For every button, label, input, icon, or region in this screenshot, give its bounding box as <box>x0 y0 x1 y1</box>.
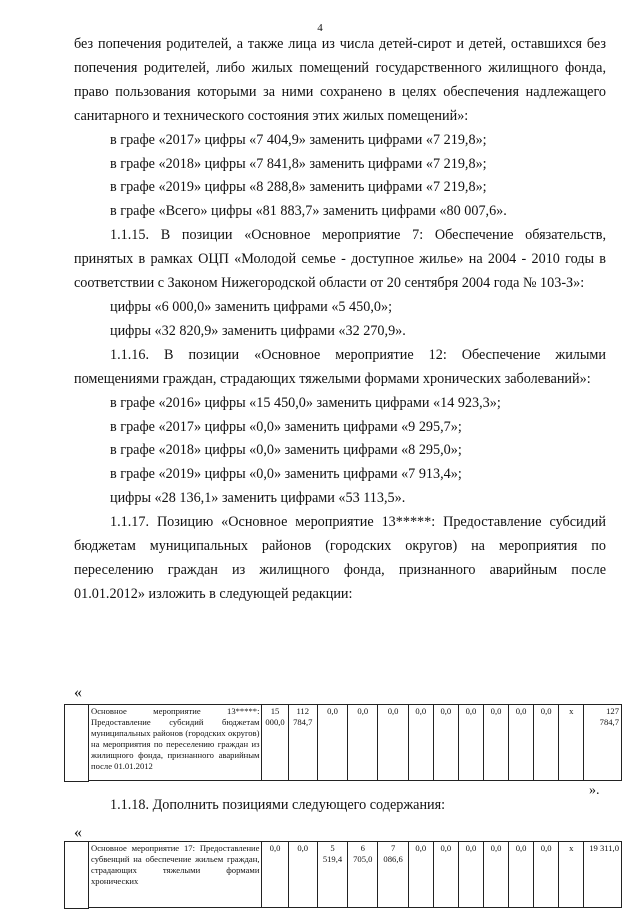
list-item: в графе «2016» цифры «15 450,0» заменить цифрами «14 923,3»; <box>110 394 501 411</box>
paragraph: 1.1.16. В позиции «Основное мероприятие 12: Обеспечение жилыми помещениями граждан, страдающих тяжелыми формами хронических заболеваний»: <box>74 346 606 387</box>
list-item: цифры «32 820,9» заменить цифрами «32 270,9». <box>110 322 406 339</box>
list-item: в графе «Всего» цифры «81 883,7» заменить цифрами «80 007,6». <box>110 203 507 220</box>
table-cell: 0,0 <box>483 842 508 908</box>
list-item: в графе «2017» цифры «7 404,9» заменить цифрами «7 219,8»; <box>110 131 487 148</box>
body-text-continued <box>74 794 606 818</box>
table-main-measure-13 <box>88 704 622 781</box>
list-item: в графе «2018» цифры «7 841,8» заменить цифрами «7 219,8»; <box>110 155 487 172</box>
table-main-measure-17 <box>88 841 622 908</box>
table-cell: 0,0 <box>317 705 347 781</box>
paragraph: 1.1.17. Позицию «Основное мероприятие 13*****: Предоставление субсидий бюджетам муниципальных районов (городских округов) на мероприятия по переселению граждан из жилищного фонда, признанного аварийным после 01.01.2012» изложить в следующей редакции: <box>74 514 606 602</box>
table-cell: 0,0 <box>433 705 458 781</box>
table-cell-total: 127 784,7 <box>584 705 622 781</box>
table-cell: 112 784,7 <box>288 705 317 781</box>
paragraph: без попечения родителей, а также лица из числа детей-сирот и детей, оставшихся без попечения родителей, либо жилых помещений государственного жилищного фонда, право пользования которыми за ними сохранено в целях обеспечения надлежащего санитарного и технического состояния этих жилых помещений»: <box>74 36 606 124</box>
table-cell: 0,0 <box>408 842 433 908</box>
paragraph: 1.1.18. Дополнить позициями следующего содержания: <box>110 797 446 813</box>
list-item: в графе «2018» цифры «0,0» заменить цифрами «8 295,0»; <box>110 442 462 459</box>
page-number: 4 <box>317 22 323 34</box>
table-cell: x <box>559 842 584 908</box>
table-row <box>89 705 622 781</box>
table-cell: 0,0 <box>509 705 534 781</box>
paragraph: 1.1.15. В позиции «Основное мероприятие 7: Обеспечение обязательств, принятых в рамках ОЦП «Молодой семье - доступное жилье» на 2004 - 2010 годы в соответствии с Законом Нижегородской области от 20 сентября 2004 года № 103-З»: <box>74 227 606 292</box>
list-item: в графе «2017» цифры «0,0» заменить цифрами «9 295,7»; <box>110 418 462 435</box>
table-cell: x <box>559 705 584 781</box>
table-cell: 0,0 <box>433 842 458 908</box>
list-item: в графе «2019» цифры «0,0» заменить цифрами «7 913,4»; <box>110 466 462 483</box>
table-lead-cell <box>64 841 89 909</box>
table-cell: 5 519,4 <box>317 842 347 908</box>
table-cell: 0,0 <box>348 705 378 781</box>
opening-quote: « <box>74 824 82 841</box>
list-item: цифры «28 136,1» заменить цифрами «53 113,5». <box>110 490 406 507</box>
opening-quote: « <box>74 684 82 701</box>
closing-quote: ». <box>589 783 600 798</box>
table-cell: 0,0 <box>458 842 483 908</box>
table-cell: 0,0 <box>534 842 559 908</box>
table-cell: 15 000,0 <box>262 705 288 781</box>
table-row <box>89 842 622 908</box>
table-cell: 0,0 <box>262 842 288 908</box>
list-item: цифры «6 000,0» заменить цифрами «5 450,0»; <box>110 298 393 315</box>
table-lead-cell <box>64 704 89 782</box>
table-cell: 0,0 <box>534 705 559 781</box>
table-cell: 0,0 <box>483 705 508 781</box>
table-cell: 0,0 <box>458 705 483 781</box>
table-cell-total: 19 311,0 <box>584 842 622 908</box>
table-cell: 0,0 <box>378 705 408 781</box>
body-text <box>74 33 606 607</box>
measure-name: Основное мероприятие 13*****: Предоставление субсидий бюджетам муниципальных районов (городских округов) на мероприятия по переселению граждан из жилищного фонда, признанного аварийным после 01.01.2012 <box>89 705 262 781</box>
table-cell: 0,0 <box>288 842 317 908</box>
table-cell: 0,0 <box>408 705 433 781</box>
table-cell: 6 705,0 <box>348 842 378 908</box>
table-cell: 0,0 <box>509 842 534 908</box>
measure-name: Основное мероприятие 17: Предоставление субвенций на обеспечение жильем граждан, страдающих тяжелыми формами хронических <box>89 842 262 908</box>
table-cell: 7 086,6 <box>378 842 408 908</box>
list-item: в графе «2019» цифры «8 288,8» заменить цифрами «7 219,8»; <box>110 179 487 196</box>
